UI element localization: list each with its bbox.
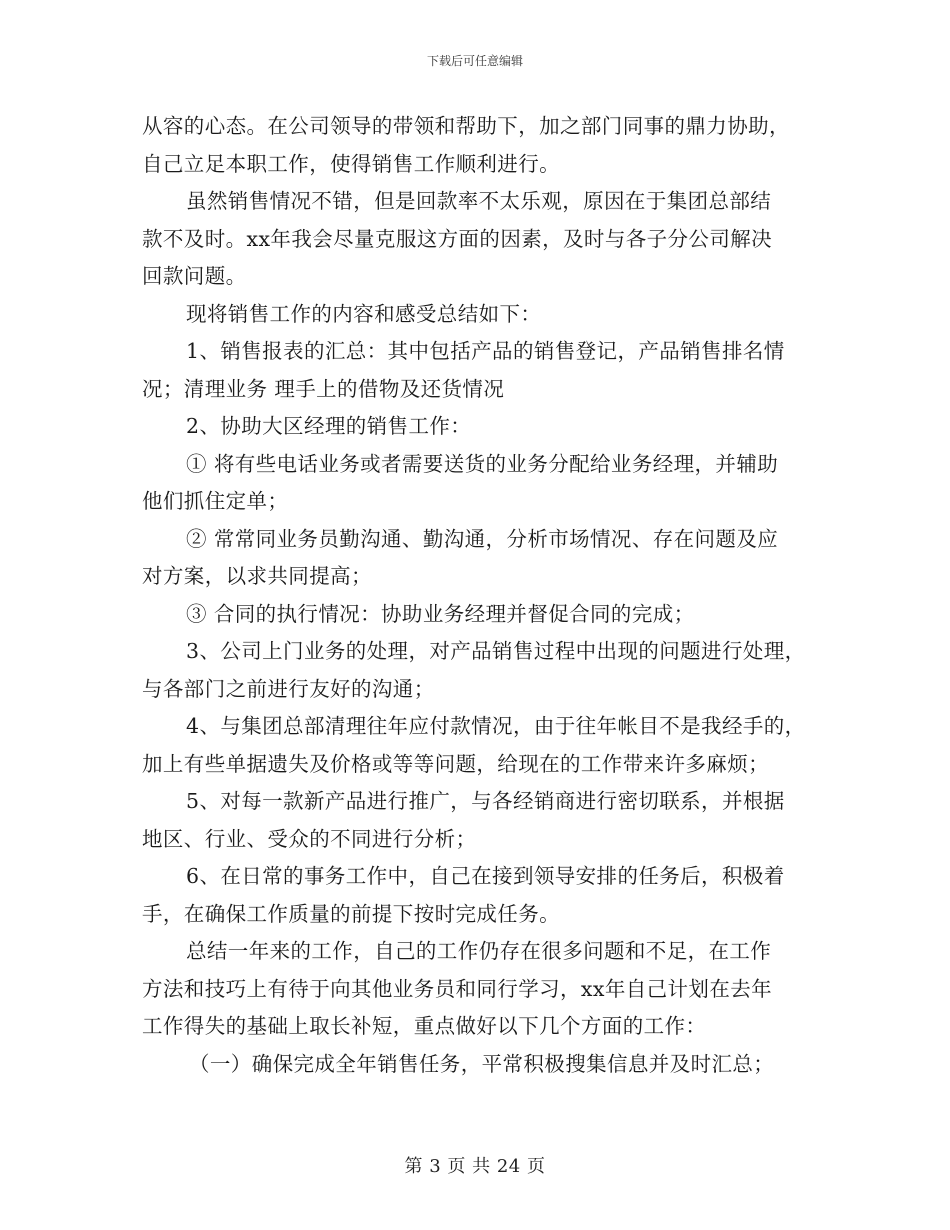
document-body (142, 108, 822, 1083)
text-line: 况；清理业务 理手上的借物及还货情况 (142, 376, 505, 401)
text-line: 虽然销售情况不错，但是回款率不太乐观，原因在于集团总部结 (186, 189, 772, 213)
text-line: 6、在日常的事务工作中，自己在接到领导安排的任务后，积极着 (186, 864, 785, 888)
text-line: 他们抓住定单； (142, 489, 289, 513)
text-line: 方法和技巧上有待于向其他业务员和同行学习，xx年自己计划在去年 (142, 976, 773, 1001)
text-line: 手，在确保工作质量的前提下按时完成任务。 (142, 901, 560, 926)
page-header: 下载后可任意编辑 (426, 54, 523, 68)
text-line: ① 将有些电话业务或者需要送货的业务分配给业务经理，并辅助 (186, 451, 779, 476)
text-line: 加上有些单据遗失及价格或等等问题，给现在的工作带来许多麻烦； (142, 751, 769, 776)
text-line: 1、销售报表的汇总：其中包括产品的销售登记，产品销售排名情 (186, 339, 785, 363)
text-line: 2、协助大区经理的销售工作： (186, 414, 472, 438)
text-line: （一）确保完成全年销售任务，平常积极搜集信息并及时汇总； (189, 1051, 775, 1076)
text-line: 5、对每一款新产品进行推广，与各经销商进行密切联系，并根据 (186, 789, 785, 813)
text-line: 回款问题。 (142, 264, 247, 288)
page-number: 第 3 页 共 24 页 (404, 1156, 546, 1177)
text-line: 款不及时。xx年我会尽量克服这方面的因素，及时与各子分公司解决 (142, 226, 773, 251)
text-line: ② 常常同业务员勤沟通、勤沟通，分析市场情况、存在问题及应 (186, 526, 779, 551)
text-line: 4、与集团总部清理往年应付款情况，由于往年帐目不是我经手的， (186, 714, 806, 738)
text-line: 自己立足本职工作，使得销售工作顺利进行。 (142, 151, 560, 176)
text-line: 地区、行业、受众的不同进行分析； (142, 826, 477, 851)
text-line: 与各部门之前进行友好的沟通； (142, 676, 435, 701)
text-line: 3、公司上门业务的处理，对产品销售过程中出现的问题进行处理， (186, 639, 806, 663)
text-line: ③ 合同的执行情况：协助业务经理并督促合同的完成； (186, 601, 695, 626)
text-line: 总结一年来的工作，自己的工作仍存在很多问题和不足，在工作 (186, 939, 772, 963)
text-line: 从容的心态。在公司领导的带领和帮助下，加之部门同事的鼎力协助， (142, 114, 790, 138)
text-line: 现将销售工作的内容和感受总结如下： (186, 301, 542, 326)
text-line: 工作得失的基础上取长补短，重点做好以下几个方面的工作： (142, 1014, 707, 1038)
text-line: 对方案，以求共同提高； (142, 564, 372, 588)
